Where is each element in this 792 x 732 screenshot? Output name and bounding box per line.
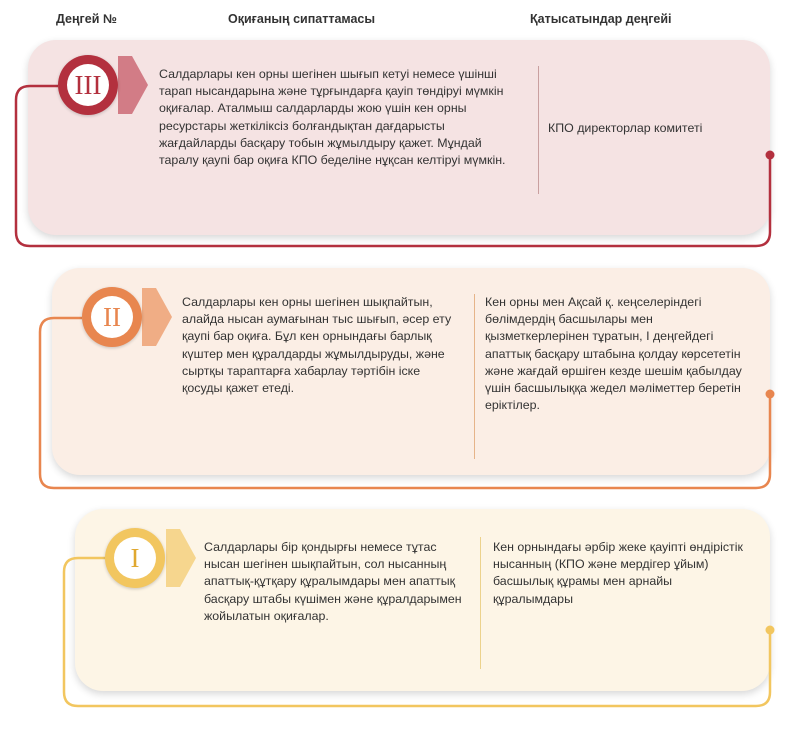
level-3-chevron-icon (118, 56, 150, 114)
level-3-numeral: III (67, 64, 109, 106)
header-description: Оқиғаның сипаттамасы (228, 12, 376, 26)
header-level: Деңгей № (56, 12, 117, 26)
level-3-participants: КПО директорлар комитеті (548, 121, 703, 135)
level-1-badge (105, 528, 165, 588)
level-3-frame-dot (766, 151, 775, 160)
level-1-numeral: I (114, 537, 156, 579)
level-1-description: Салдарлары бір қондырғы немесе тұтас нысан шегінен шықпайтын, сол нысанның апаттық-құтқару құралымдары мен апаттық басқару штабы күшімен және құралдарымен жойылатын оқиғалар. (204, 540, 462, 623)
level-2-badge (82, 287, 142, 347)
level-2-numeral: II (91, 296, 133, 338)
level-1-chevron-icon (166, 529, 198, 587)
level-2-chevron-icon (142, 288, 174, 346)
header-participants: Қатысатындар деңгейі (530, 12, 672, 26)
level-3-description: Салдарлары кен орны шегінен шығып кетуі немесе үшінші тарап нысандарына және тұрғындарға қауіп төндіруі мүмкін оқиғалар. Аталмыш салдарларды жою үшін кен орны ресурстары жеткіліксіз болғандықтан дағдарысты жағдайларды басқару тобын жұмылдыру қажет. Мұндай таралу қаупі бар оқиға КПО беделіне нұқсан келтіруі мүмкін. (159, 67, 506, 168)
level-1-participants: Кен орнындағы әрбір жеке қауіпті өндірістік нысанның (КПО және мердігер ұйым) басшылық құрамы мен арнайы құралымдары (493, 540, 743, 606)
level-1-frame-dot (766, 626, 775, 635)
level-2-description: Салдарлары кен орны шегінен шықпайтын, алайда нысан аумағынан тыс шығып, әсер ету қаупі бар оқиға. Бұл кен орнындағы барлық күштер мен құралдарды жұмылдыруды, және сыртқы тараптарға хабарлау тәртібін іске қосуды қажет етеді. (182, 295, 452, 396)
level-3-badge (58, 55, 118, 115)
level-2-frame-dot (766, 390, 775, 399)
level-2-participants: Кен орны мен Ақсай қ. кеңселеріндегі бөлімдердің басшылары мен қызметкерлерінен тұратын, I деңгейдегі апаттық басқару штабына қолдау көрсететін және жағдай өршіген кезде шешім қабылдау үшін басшылыққа жедел мәліметтер беретін еріктілер. (485, 295, 742, 413)
